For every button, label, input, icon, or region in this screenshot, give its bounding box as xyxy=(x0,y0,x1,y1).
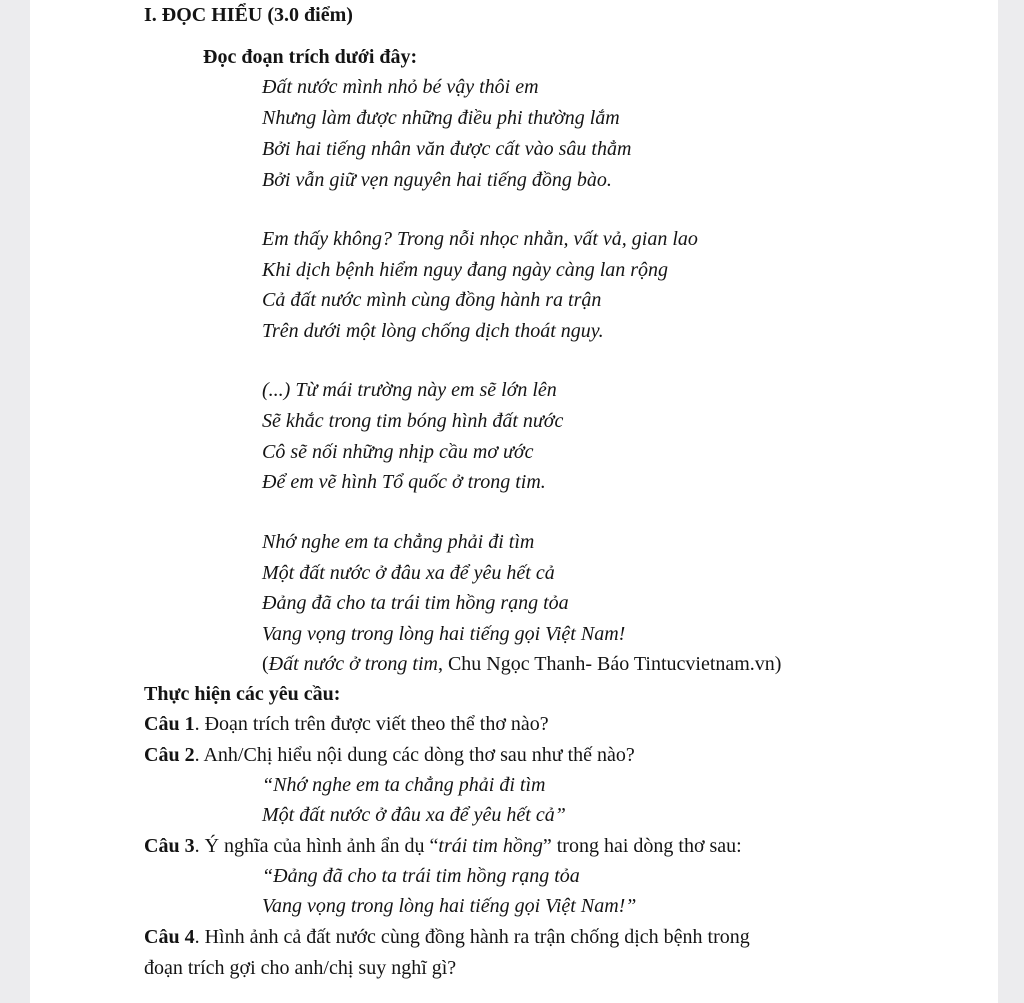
poem-line: Vang vọng trong lòng hai tiếng gọi Việt Nam! xyxy=(262,623,626,645)
quote-line: “Đảng đã cho ta trái tim hồng rạng tỏa xyxy=(262,865,580,887)
poem-line: Cả đất nước mình cùng đồng hành ra trận xyxy=(262,289,602,311)
poem-line: (...) Từ mái trường này em sẽ lớn lên xyxy=(262,379,557,401)
quote-line: Một đất nước ở đâu xa để yêu hết cả” xyxy=(262,804,566,826)
poem-line: Em thấy không? Trong nỗi nhọc nhằn, vất vả, gian lao xyxy=(262,228,698,250)
question-text: . Anh/Chị hiểu nội dung các dòng thơ sau như thế nào? xyxy=(194,744,635,766)
poem-line: Để em vẽ hình Tổ quốc ở trong tim. xyxy=(262,471,546,493)
question-text-end: ” trong hai dòng thơ sau: xyxy=(542,835,742,857)
metaphor-phrase: trái tim hồng xyxy=(438,835,543,857)
poem-line: Đất nước mình nhỏ bé vậy thôi em xyxy=(262,76,539,98)
poem-line: Nhưng làm được những điều phi thường lắm xyxy=(262,107,620,129)
tasks-heading: Thực hiện các yêu cầu: xyxy=(144,683,341,705)
poem-line: Cô sẽ nối những nhịp cầu mơ ước xyxy=(262,441,534,463)
poem-line: Đảng đã cho ta trái tim hồng rạng tỏa xyxy=(262,592,569,614)
source-title: Đất nước ở trong tim xyxy=(268,653,438,675)
question-label: Câu 2 xyxy=(144,744,195,766)
poem-line: Trên dưới một lòng chống dịch thoát nguy. xyxy=(262,320,604,342)
quote-line: “Nhớ nghe em ta chẳng phải đi tìm xyxy=(262,774,546,796)
poem-line: Khi dịch bệnh hiểm nguy đang ngày càng lan rộng xyxy=(262,259,669,281)
reading-instruction: Đọc đoạn trích dưới đây: xyxy=(203,46,418,68)
question-2 xyxy=(144,743,635,767)
question-3 xyxy=(144,834,742,858)
poem-line: Nhớ nghe em ta chẳng phải đi tìm xyxy=(262,531,535,553)
poem-line: Bởi hai tiếng nhân văn được cất vào sâu thẳm xyxy=(262,138,632,160)
question-1 xyxy=(144,712,549,736)
question-text: . Hình ảnh cả đất nước cùng đồng hành ra trận chống dịch bệnh trong xyxy=(194,926,750,948)
question-label: Câu 3 xyxy=(144,835,195,857)
question-label: Câu 4 xyxy=(144,926,195,948)
section-title: I. ĐỌC HIỂU (3.0 điểm) xyxy=(144,4,353,26)
poem-line: Một đất nước ở đâu xa để yêu hết cả xyxy=(262,562,555,584)
poem-line: Sẽ khắc trong tim bóng hình đất nước xyxy=(262,410,564,432)
question-4-continued: đoạn trích gợi cho anh/chị suy nghĩ gì? xyxy=(144,957,457,979)
source-author: , Chu Ngọc Thanh- Báo Tintucvietnam.vn) xyxy=(437,653,782,675)
question-text: . Đoạn trích trên được viết theo thể thơ nào? xyxy=(194,713,549,735)
poem-line: Bởi vẫn giữ vẹn nguyên hai tiếng đồng bào. xyxy=(262,169,612,191)
question-label: Câu 1 xyxy=(144,713,195,735)
quote-line: Vang vọng trong lòng hai tiếng gọi Việt Nam!” xyxy=(262,895,637,917)
question-4 xyxy=(144,925,750,949)
question-text: . Ý nghĩa của hình ảnh ẩn dụ “ xyxy=(194,835,439,857)
poem-source: (Đất nước ở trong tim, Chu Ngọc Thanh- Báo Tintucvietnam.vn) xyxy=(262,653,782,675)
